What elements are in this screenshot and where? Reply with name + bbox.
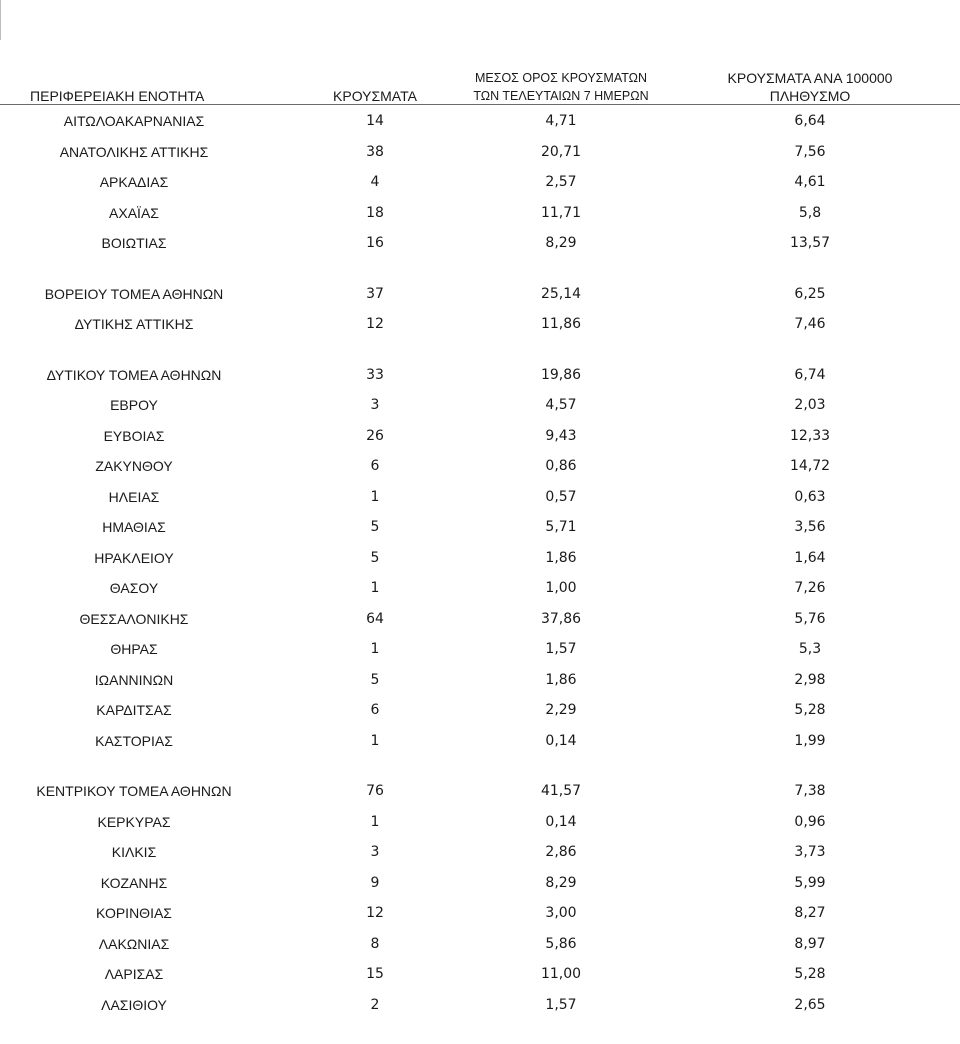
rate-cell: 3,56 bbox=[794, 519, 826, 535]
region-cell: ΛΑΡΙΣΑΣ bbox=[104, 966, 164, 982]
region-cell: ΕΒΡΟΥ bbox=[110, 397, 158, 413]
average-cell: 19,86 bbox=[540, 366, 582, 383]
table-row bbox=[0, 167, 960, 198]
region-cell: ΚΑΡΔΙΤΣΑΣ bbox=[96, 702, 172, 718]
region-cell: ΑΡΚΑΔΙΑΣ bbox=[99, 174, 169, 190]
region-cell: ΑΧΑΪΑΣ bbox=[109, 204, 159, 221]
rate-cell: 5,76 bbox=[794, 610, 826, 627]
cases-cell: 15 bbox=[366, 966, 384, 982]
region-cell: ΒΟΡΕΙΟΥ ΤΟΜΕΑ ΑΘΗΝΩΝ bbox=[44, 285, 224, 302]
region-cell: ΙΩΑΝΝΙΝΩΝ bbox=[94, 671, 174, 688]
cases-cell: 37 bbox=[366, 285, 384, 302]
region-cell: ΛΑΚΩΝΙΑΣ bbox=[98, 935, 170, 952]
cases-cell: 1 bbox=[370, 732, 380, 749]
region-cell: ΚΑΣΤΟΡΙΑΣ bbox=[95, 732, 173, 749]
rate-cell: 14,72 bbox=[789, 458, 831, 474]
average-cell: 11,00 bbox=[540, 966, 582, 982]
cases-cell: 6 bbox=[370, 458, 380, 474]
header-cases: ΚΡΟΥΣΜΑΤΑ bbox=[333, 88, 417, 104]
table-row bbox=[0, 634, 960, 665]
table-row bbox=[0, 198, 960, 229]
table-row bbox=[0, 573, 960, 604]
page-edge-line bbox=[0, 0, 1, 40]
table-header-row bbox=[0, 50, 960, 105]
region-cell: ΑΙΤΩΛΟΑΚΑΡΝΑΝΙΑΣ bbox=[63, 113, 205, 129]
table-row bbox=[0, 929, 960, 960]
table-row bbox=[0, 776, 960, 807]
rate-cell: 7,56 bbox=[794, 143, 826, 160]
table-row bbox=[0, 451, 960, 482]
average-cell: 1,57 bbox=[545, 641, 577, 657]
table-row bbox=[0, 228, 960, 259]
header-divider bbox=[0, 104, 960, 105]
table-row bbox=[0, 279, 960, 310]
region-cell: ΔΥΤΙΚΗΣ ΑΤΤΙΚΗΣ bbox=[74, 316, 194, 332]
rate-cell: 2,65 bbox=[794, 996, 826, 1013]
rate-cell: 13,57 bbox=[789, 235, 831, 251]
average-cell: 1,00 bbox=[545, 580, 577, 596]
rate-cell: 1,99 bbox=[794, 732, 826, 749]
region-cell: ΚΕΡΚΥΡΑΣ bbox=[97, 813, 171, 830]
table-row bbox=[0, 959, 960, 990]
region-cell: ΔΥΤΙΚΟΥ ΤΟΜΕΑ ΑΘΗΝΩΝ bbox=[46, 366, 222, 383]
average-cell: 0,86 bbox=[545, 458, 577, 474]
average-cell: 5,86 bbox=[545, 935, 577, 952]
rate-cell: 6,74 bbox=[794, 366, 826, 383]
table-row bbox=[0, 695, 960, 726]
cases-cell: 16 bbox=[366, 235, 384, 251]
cases-cell: 12 bbox=[366, 905, 384, 921]
cases-cell: 64 bbox=[366, 610, 384, 627]
cases-cell: 26 bbox=[366, 427, 384, 444]
region-cell: ΗΡΑΚΛΕΙΟΥ bbox=[94, 549, 174, 566]
region-cell: ΚΕΝΤΡΙΚΟΥ ΤΟΜΕΑ ΑΘΗΝΩΝ bbox=[36, 783, 232, 799]
region-cell: ΘΗΡΑΣ bbox=[110, 641, 158, 657]
rate-cell: 3,73 bbox=[794, 844, 826, 860]
cases-cell: 9 bbox=[370, 874, 380, 891]
rate-cell: 5,3 bbox=[798, 641, 822, 657]
rate-cell: 0,63 bbox=[794, 488, 826, 505]
average-cell: 2,29 bbox=[545, 702, 577, 718]
cases-cell: 8 bbox=[370, 935, 380, 952]
rate-cell: 12,33 bbox=[789, 427, 831, 444]
cases-cell: 38 bbox=[366, 143, 384, 160]
table-row bbox=[0, 898, 960, 929]
average-cell: 0,14 bbox=[545, 813, 577, 830]
average-cell: 2,57 bbox=[545, 174, 577, 190]
region-cell: ΛΑΣΙΘΙΟΥ bbox=[101, 996, 167, 1013]
table-row bbox=[0, 106, 960, 137]
region-cell: ΗΛΕΙΑΣ bbox=[108, 488, 160, 505]
average-cell: 4,57 bbox=[545, 397, 577, 413]
average-cell: 37,86 bbox=[540, 610, 582, 627]
table-row bbox=[0, 482, 960, 513]
header-rate-line-2: ΠΛΗΘΥΣΜΟ bbox=[769, 88, 851, 104]
average-cell: 5,71 bbox=[545, 519, 577, 535]
header-seven-day-average bbox=[440, 69, 682, 105]
average-cell: 2,86 bbox=[545, 844, 577, 860]
region-cell: ΑΝΑΤΟΛΙΚΗΣ ΑΤΤΙΚΗΣ bbox=[59, 143, 209, 160]
average-cell: 8,29 bbox=[545, 874, 577, 891]
cases-cell: 18 bbox=[366, 204, 384, 221]
rate-cell: 8,27 bbox=[794, 905, 826, 921]
region-cell: ΘΑΣΟΥ bbox=[109, 580, 159, 596]
rate-cell: 8,97 bbox=[794, 935, 826, 952]
header-avg-line-1: ΜΕΣΟΣ ΟΡΟΣ ΚΡΟΥΣΜΑΤΩΝ bbox=[474, 71, 648, 85]
average-cell: 1,57 bbox=[545, 996, 577, 1013]
table-row bbox=[0, 604, 960, 635]
cases-cell: 3 bbox=[370, 844, 380, 860]
cases-cell: 1 bbox=[370, 641, 380, 657]
rate-cell: 7,26 bbox=[794, 580, 826, 596]
table-row bbox=[0, 390, 960, 421]
table-row bbox=[0, 421, 960, 452]
table-row bbox=[0, 868, 960, 899]
region-cell: ΗΜΑΘΙΑΣ bbox=[102, 519, 166, 535]
average-cell: 11,71 bbox=[540, 204, 582, 221]
rate-cell: 4,61 bbox=[794, 174, 826, 190]
region-cell: ΚΟΡΙΝΘΙΑΣ bbox=[96, 905, 172, 921]
average-cell: 1,86 bbox=[545, 671, 577, 688]
average-cell: 11,86 bbox=[540, 316, 582, 332]
header-rate-line-1: ΚΡΟΥΣΜΑΤΑ ΑΝΑ 100000 bbox=[727, 70, 893, 86]
rate-cell: 5,8 bbox=[798, 204, 822, 221]
header-region: ΠΕΡΙΦΕΡΕΙΑΚΗ ΕΝΟΤΗΤΑ bbox=[30, 88, 205, 104]
cases-cell: 5 bbox=[370, 549, 380, 566]
average-cell: 3,00 bbox=[545, 905, 577, 921]
average-cell: 0,14 bbox=[545, 732, 577, 749]
rate-cell: 2,03 bbox=[794, 397, 826, 413]
cases-cell: 6 bbox=[370, 702, 380, 718]
rate-cell: 6,64 bbox=[794, 113, 826, 129]
rate-cell: 5,28 bbox=[794, 966, 826, 982]
cases-cell: 2 bbox=[370, 996, 380, 1013]
table-row bbox=[0, 807, 960, 838]
average-cell: 9,43 bbox=[545, 427, 577, 444]
table-row bbox=[0, 309, 960, 340]
region-cell: ΘΕΣΣΑΛΟΝΙΚΗΣ bbox=[79, 610, 189, 627]
region-cell: ΕΥΒΟΙΑΣ bbox=[103, 427, 165, 444]
cases-cell: 1 bbox=[370, 488, 380, 505]
average-cell: 8,29 bbox=[545, 235, 577, 251]
rate-cell: 0,96 bbox=[794, 813, 826, 830]
table-row bbox=[0, 137, 960, 168]
table-row bbox=[0, 512, 960, 543]
rate-cell: 5,28 bbox=[794, 702, 826, 718]
region-cell: ΚΟΖΑΝΗΣ bbox=[100, 874, 168, 891]
region-cell: ΖΑΚΥΝΘΟΥ bbox=[95, 458, 173, 474]
average-cell: 4,71 bbox=[545, 113, 577, 129]
cases-cell: 1 bbox=[370, 813, 380, 830]
rate-cell: 1,64 bbox=[794, 549, 826, 566]
cases-cell: 76 bbox=[366, 783, 384, 799]
cases-cell: 3 bbox=[370, 397, 380, 413]
average-cell: 25,14 bbox=[540, 285, 582, 302]
rate-cell: 5,99 bbox=[794, 874, 826, 891]
average-cell: 0,57 bbox=[545, 488, 577, 505]
table-row bbox=[0, 360, 960, 391]
table-row bbox=[0, 665, 960, 696]
header-rate-per-100000 bbox=[690, 69, 930, 105]
header-avg-line-2: ΤΩΝ ΤΕΛΕΥΤΑΙΩΝ 7 ΗΜΕΡΩΝ bbox=[473, 89, 649, 103]
cases-cell: 12 bbox=[366, 316, 384, 332]
rate-cell: 6,25 bbox=[794, 285, 826, 302]
cases-cell: 5 bbox=[370, 519, 380, 535]
rate-cell: 2,98 bbox=[794, 671, 826, 688]
average-cell: 1,86 bbox=[545, 549, 577, 566]
table-body bbox=[0, 106, 960, 1020]
cases-cell: 33 bbox=[366, 366, 384, 383]
table-row bbox=[0, 990, 960, 1021]
cases-cell: 5 bbox=[370, 671, 380, 688]
table-row bbox=[0, 837, 960, 868]
table-row bbox=[0, 543, 960, 574]
average-cell: 20,71 bbox=[540, 143, 582, 160]
rate-cell: 7,38 bbox=[794, 783, 826, 799]
average-cell: 41,57 bbox=[540, 783, 582, 799]
region-cell: ΚΙΛΚΙΣ bbox=[111, 844, 157, 860]
cases-cell: 14 bbox=[366, 113, 384, 129]
cases-cell: 4 bbox=[370, 174, 380, 190]
table-row bbox=[0, 726, 960, 757]
rate-cell: 7,46 bbox=[794, 316, 826, 332]
region-cell: ΒΟΙΩΤΙΑΣ bbox=[101, 235, 167, 251]
cases-cell: 1 bbox=[370, 580, 380, 596]
